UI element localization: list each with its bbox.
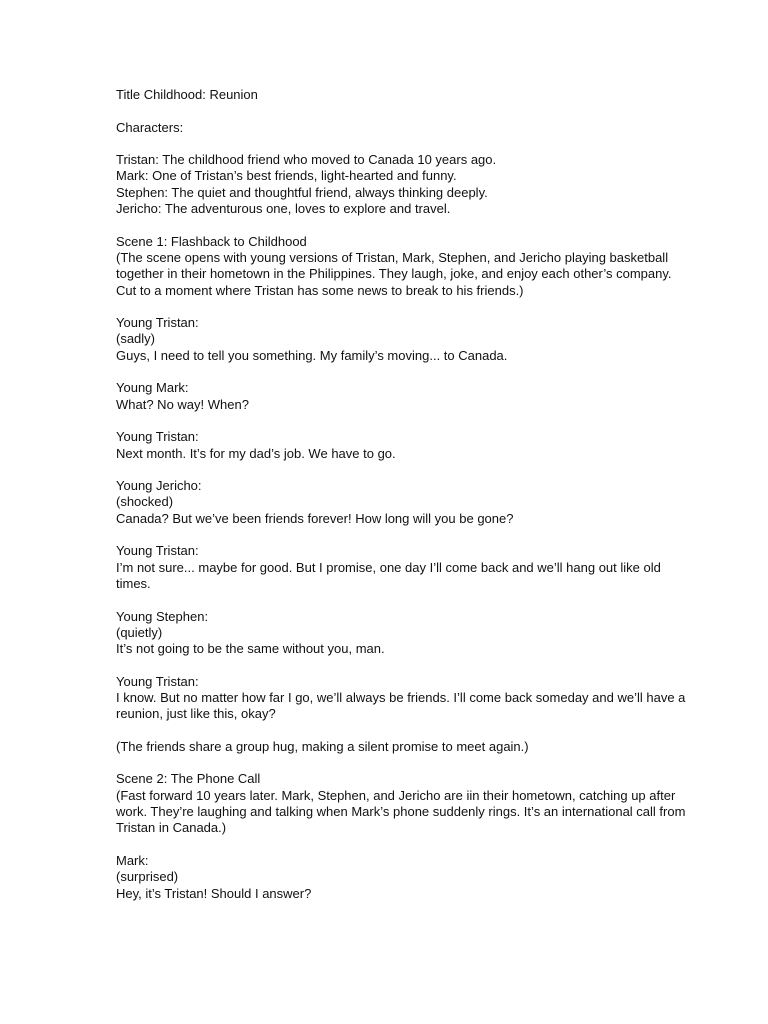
dialogue-block <box>116 315 686 364</box>
speaker-name: Young Mark: <box>116 380 189 396</box>
script-title <box>116 87 686 103</box>
stage-direction: (quietly) <box>116 624 163 640</box>
dialogue-text: Hey, it’s Tristan! Should I answer? <box>116 885 312 901</box>
scene-2 <box>116 771 686 836</box>
speaker-name: Young Tristan: <box>116 429 199 445</box>
title-text: Title Childhood: Reunion <box>116 87 258 102</box>
dialogue-text: Next month. It’s for my dad’s job. We have to go. <box>116 445 396 461</box>
dialogue-text: Canada? But we’ve been friends forever! How long will you be gone? <box>116 510 514 526</box>
speaker-name: Young Tristan: <box>116 315 199 331</box>
dialogue-text: It’s not going to be the same without you, man. <box>116 641 385 657</box>
script-body <box>116 87 686 918</box>
speaker-name: Young Jericho: <box>116 478 202 494</box>
dialogue-block <box>116 674 686 723</box>
dialogue-block <box>116 543 686 592</box>
scene-heading: Scene 1: Flashback to Childhood <box>116 233 307 249</box>
scene-description: (The scene opens with young versions of Tristan, Mark, Stephen, and Jericho playing basketball together in their hometown in the Philippines. They laugh, joke, and enjoy each other’s company. Cut to a moment where Tristan has some news to break to his friends.) <box>116 249 672 298</box>
dialogue-block <box>116 609 686 658</box>
stage-direction: (The friends share a group hug, making a silent promise to meet again.) <box>116 738 529 754</box>
dialogue-text: I’m not sure... maybe for good. But I promise, one day I’ll come back and we’ll hang out like old times. <box>116 559 661 591</box>
dialogue-text: What? No way! When? <box>116 396 249 412</box>
dialogue-text: I know. But no matter how far I go, we’ll always be friends. I’ll come back someday and we’ll have a reunion, just like this, okay? <box>116 689 686 722</box>
character-entry: Tristan: The childhood friend who moved to Canada 10 years ago. <box>116 152 497 168</box>
scene-1 <box>116 234 686 299</box>
characters-heading <box>116 120 686 136</box>
stage-direction: (surprised) <box>116 869 179 885</box>
dialogue-text: Guys, I need to tell you something. My family’s moving... to Canada. <box>116 347 508 363</box>
scene-heading: Scene 2: The Phone Call <box>116 771 261 787</box>
stage-direction: (shocked) <box>116 494 174 510</box>
speaker-name: Mark: <box>116 852 149 868</box>
character-list <box>116 152 686 217</box>
character-entry: Mark: One of Tristan’s best friends, light-hearted and funny. <box>116 168 457 184</box>
characters-heading-text: Characters: <box>116 119 184 135</box>
scene-description: (Fast forward 10 years later. Mark, Stephen, and Jericho are iin their hometown, catching up after work. They’re laughing and talking when Mark’s phone suddenly rings. It’s an international call from Tristan in Canada.) <box>116 787 686 836</box>
character-entry: Stephen: The quiet and thoughtful friend, always thinking deeply. <box>116 184 488 200</box>
speaker-name: Young Tristan: <box>116 673 199 689</box>
character-entry: Jericho: The adventurous one, loves to explore and travel. <box>116 201 451 217</box>
dialogue-block <box>116 429 686 462</box>
stage-direction: (sadly) <box>116 331 156 347</box>
scene-closing <box>116 739 686 755</box>
speaker-name: Young Stephen: <box>116 608 209 624</box>
dialogue-block <box>116 380 686 413</box>
dialogue-block <box>116 853 686 902</box>
dialogue-block <box>116 478 686 527</box>
speaker-name: Young Tristan: <box>116 543 199 559</box>
